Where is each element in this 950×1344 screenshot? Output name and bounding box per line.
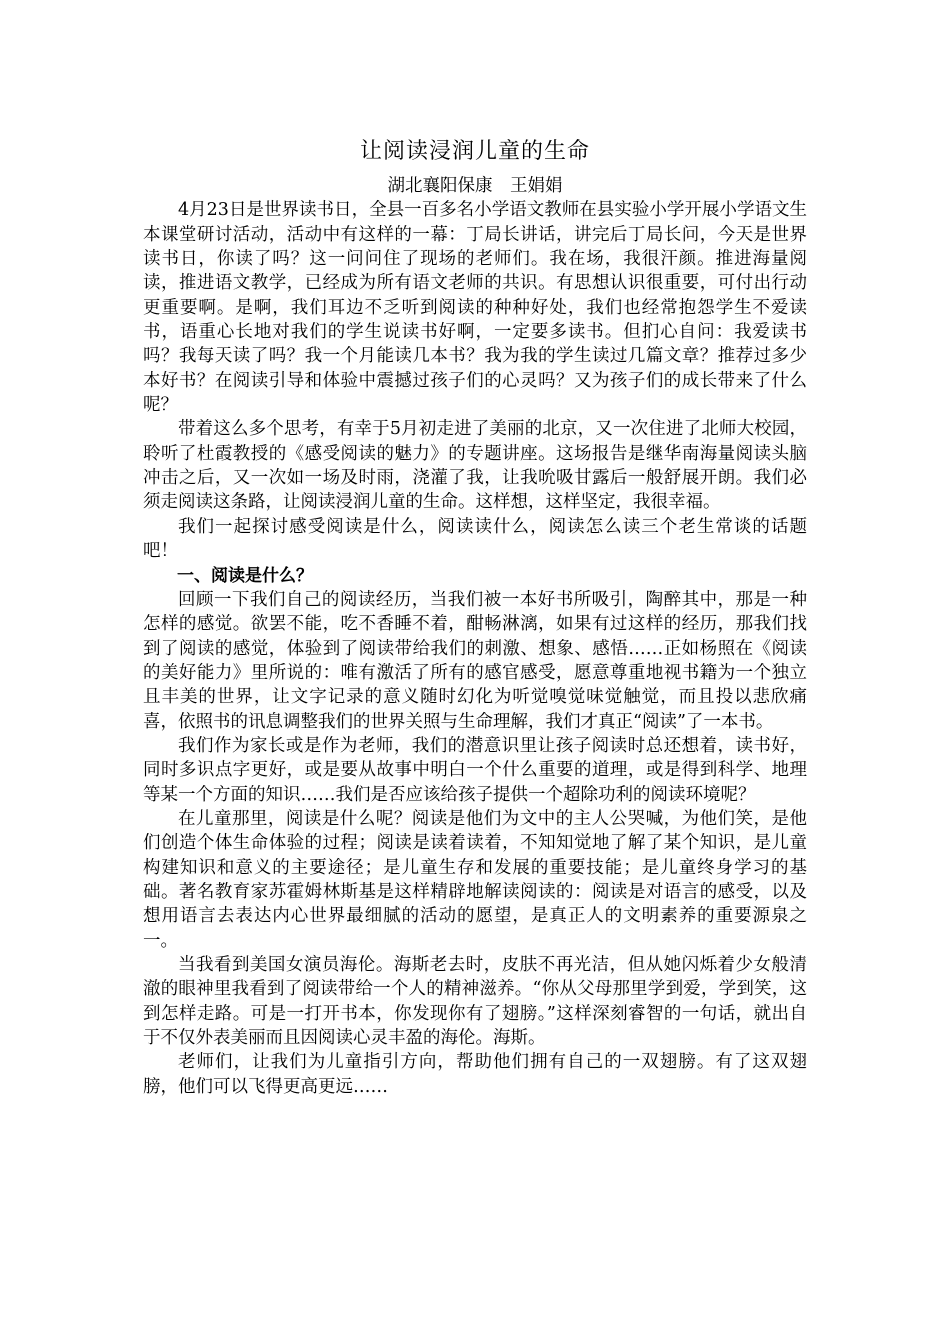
document-body xyxy=(143,134,807,1099)
paragraph: 带着这么多个思考，有幸于5月初走进了美丽的北京，又一次住进了北师大校园，聆听了杜霞教授的《感受阅读的魅力》的专题讲座。这场报告是继华南海量阅读头脑冲击之后，又一次如一场及时雨，浇灌了我，让我吮吸甘露后一般舒展开朗。我们必须走阅读这条路，让阅读浸润儿童的生命。这样想，这样坚定，我很幸福。 xyxy=(143,419,807,513)
paragraph: 老师们，让我们为儿童指引方向，帮助他们拥有自己的一双翅膀。有了这双翅膀，他们可以飞得更高更远…… xyxy=(143,1052,807,1097)
document-title: 让阅读浸润儿童的生命 xyxy=(359,139,590,164)
paragraph: 当我看到美国女演员海伦。海斯老去时，皮肤不再光洁，但从她闪烁着少女般清澈的眼神里我看到了阅读带给一个人的精神滋养。“你从父母那里学到爱，学到笑，这到怎样走路。可是一打开书本，你发现你有了翅膀。”这样深刻睿智的一句话，就出自于不仅外表美丽而且因阅读心灵丰盈的海伦。海斯。 xyxy=(143,955,807,1049)
document-author: 湖北襄阳保康 王娟娟 xyxy=(387,176,563,196)
paragraph: 我们作为家长或是作为老师，我们的潜意识里让孩子阅读时总还想着，读书好，同时多识点字更好，或是要从故事中明白一个什么重要的道理，或是得到科学、地理等某一个方面的知识……我们是否应该给孩子提供一个超除功利的阅读环境呢？ xyxy=(143,735,807,805)
paragraph: 回顾一下我们自己的阅读经历，当我们被一本好书所吸引，陶醉其中，那是一种怎样的感觉。欲罢不能，吃不香睡不着，酣畅淋漓，如果有过这样的经历，那我们找到了阅读的感觉，体验到了阅读带给我们的刺激、想象、感悟……正如杨照在《阅读的美好能力》里所说的：唯有激活了所有的感官感受，愿意尊重地视书籍为一个独立且丰美的世界，让文字记录的意义随时幻化为听觉嗅觉味觉触觉，而且投以悲欣痛喜，依照书的讯息调整我们的世界关照与生命理解，我们才真正“阅读”了一本书。 xyxy=(143,589,807,732)
section-heading: 一、阅读是什么？ xyxy=(177,565,313,586)
paragraph: 4月23日是世界读书日，全县一百多名小学语文教师在县实验小学开展小学语文生本课堂研讨活动，活动中有这样的一幕：丁局长讲话，讲完后丁局长问，今天是世界读书日，你读了吗？这一问问住了现场的老师们。我在场，我很汗颜。推进海量阅读，推进语文教学，已经成为所有语文老师的共识。有思想认识很重要，可付出行动更重要啊。是啊，我们耳边不乏听到阅读的种种好处，我们也经常抱怨学生不爱读书，语重心长地对我们的学生说读书好啊，一定要多读书。但扪心自问：我爱读书吗？我每天读了吗？我一个月能读几本书？我为我的学生读过几篇文章？推荐过多少本好书？在阅读引导和体验中震撼过孩子们的心灵吗？又为孩子们的成长带来了什么呢？ xyxy=(143,200,807,416)
paragraph: 在儿童那里，阅读是什么呢？阅读是他们为文中的主人公哭喊，为他们笑，是他们创造个体生命体验的过程；阅读是读着读着，不知知觉地了解了某个知识，是儿童构建知识和意义的主要途径；是儿童生存和发展的重要技能；是儿童终身学习的基础。著名教育家苏霍姆林斯基是这样精辟地解读阅读的：阅读是对语言的感受，以及想用语言去表达内心世界最细腻的活动的愿望，是真正人的文明素养的重要源泉之一。 xyxy=(143,808,807,951)
paragraph: 我们一起探讨感受阅读是什么，阅读读什么，阅读怎么读三个老生常谈的话题吧！ xyxy=(143,516,807,562)
